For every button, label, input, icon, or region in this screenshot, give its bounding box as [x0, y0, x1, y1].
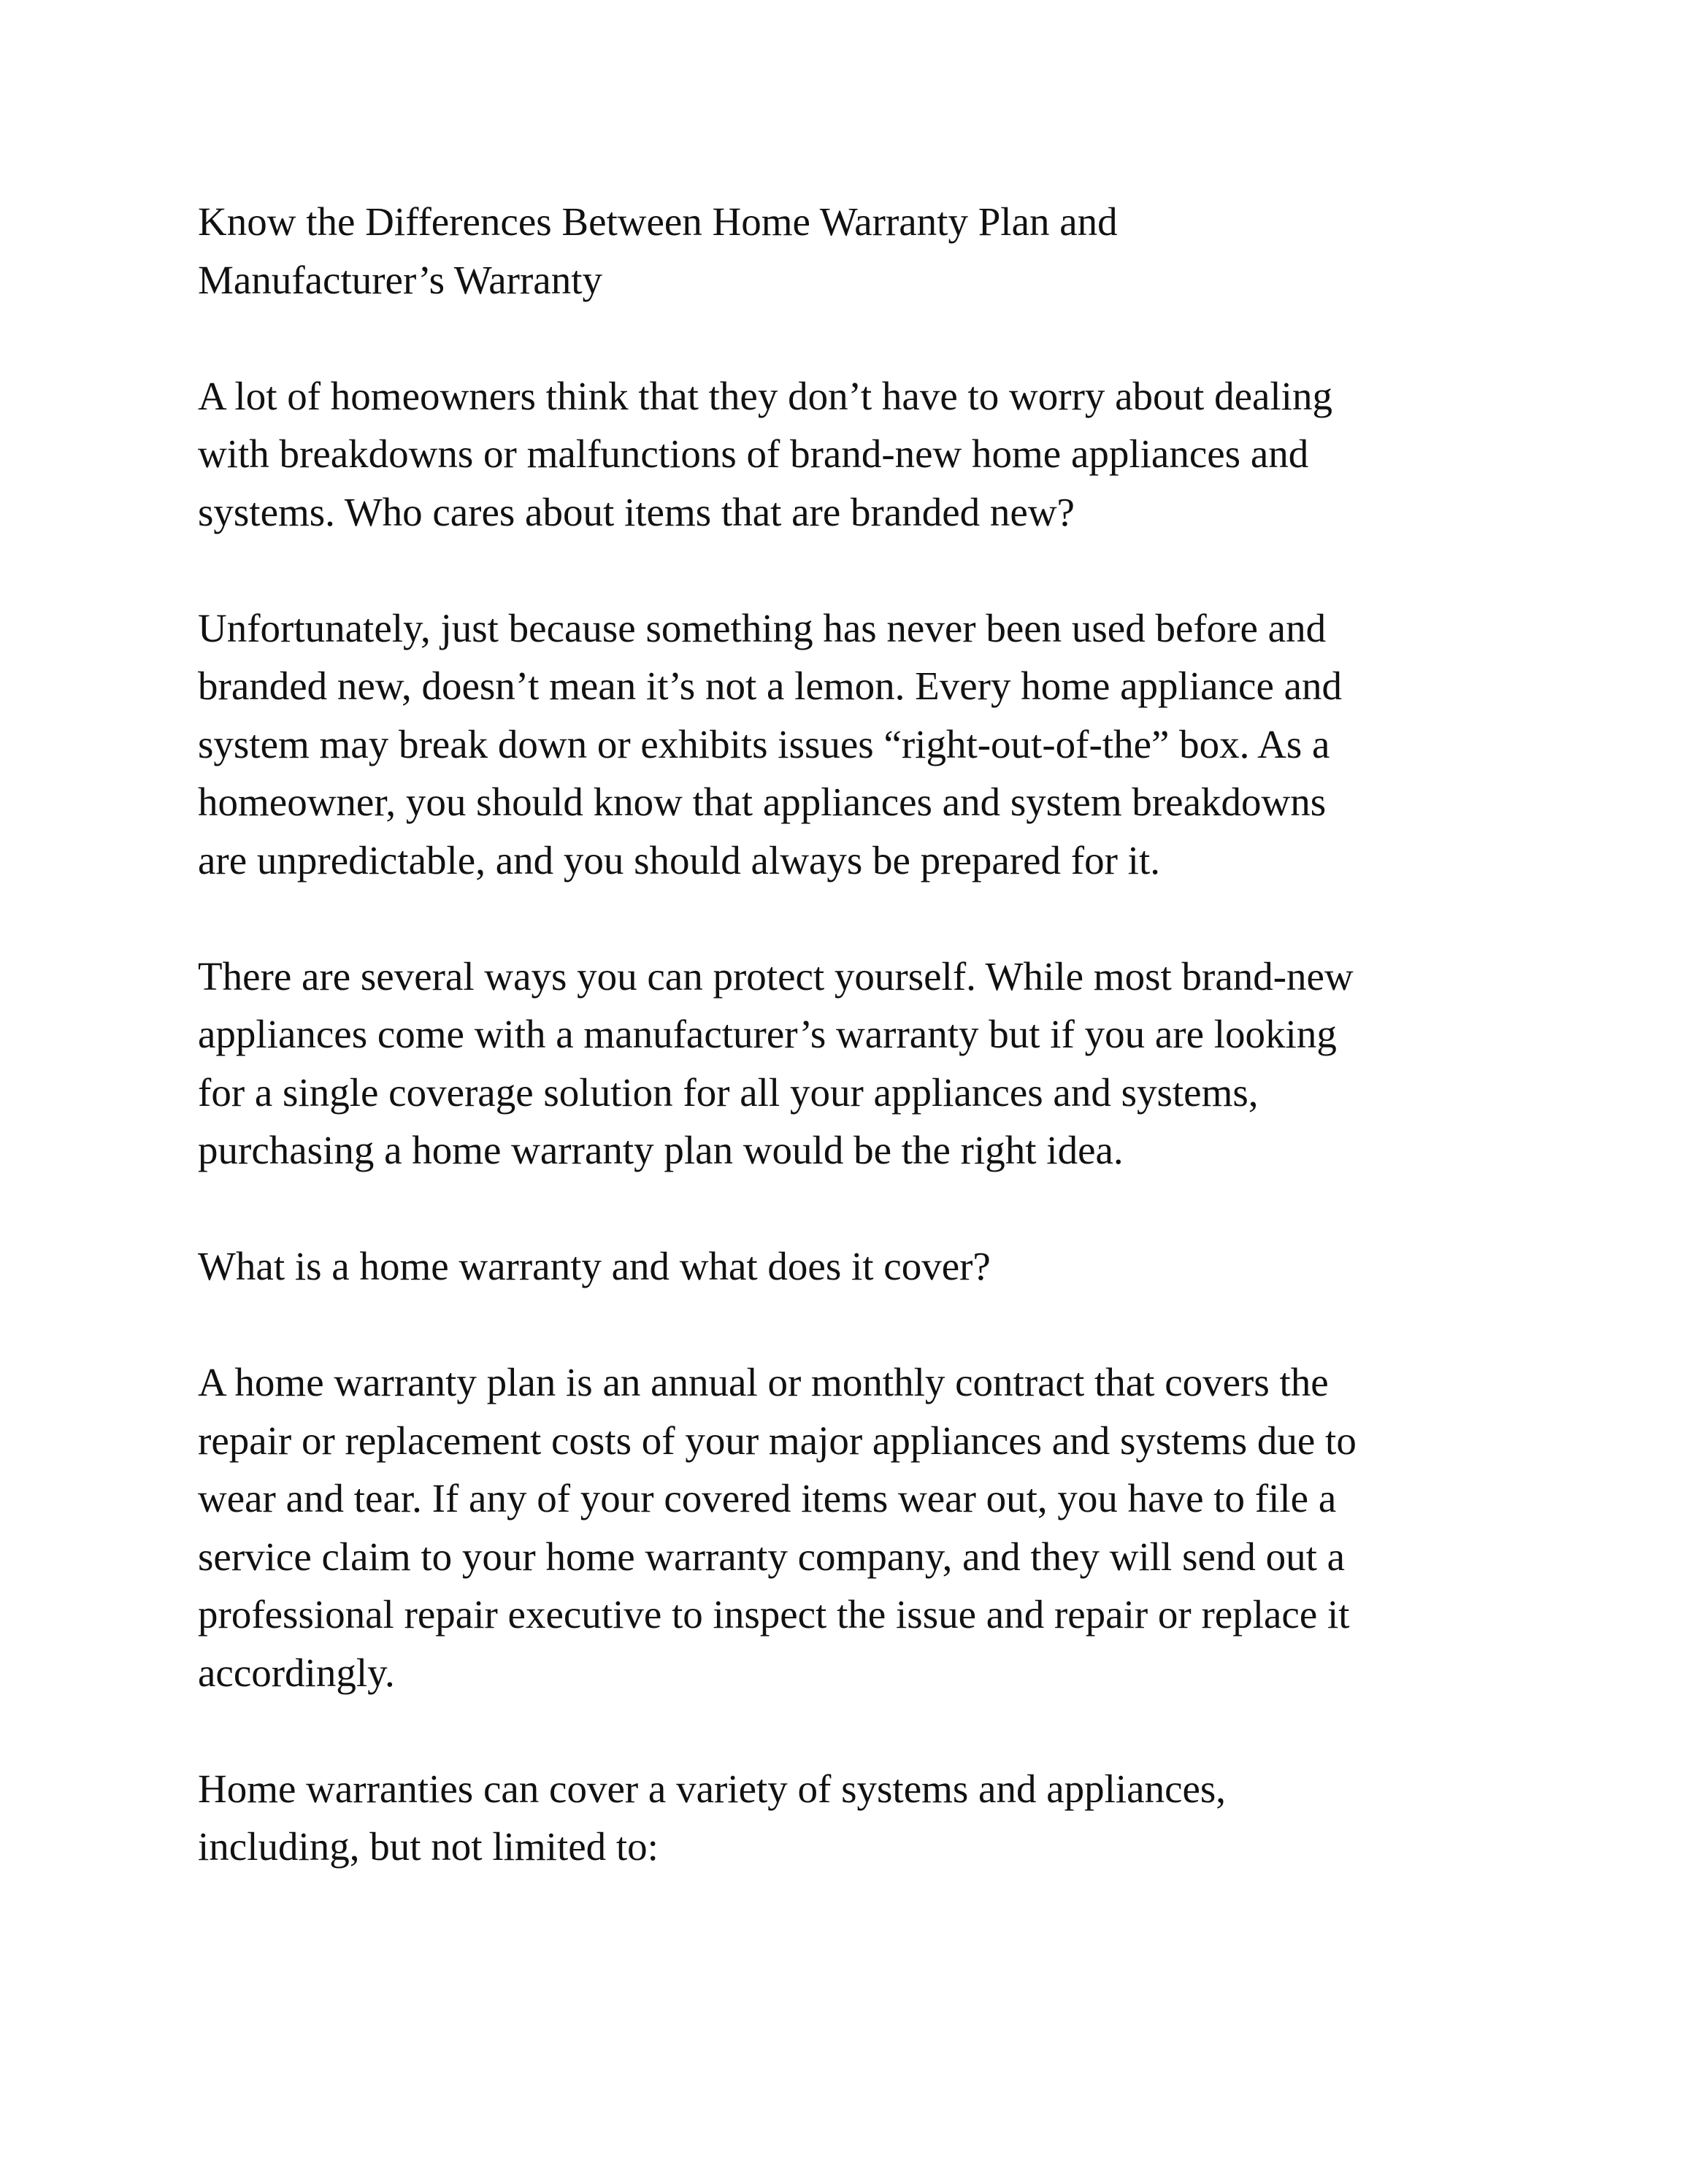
section-question	[198, 1237, 1490, 1296]
text-line: with breakdowns or malfunctions of brand-new home appliances and	[198, 431, 1309, 476]
text-line: wear and tear. If any of your covered items wear out, you have to file a	[198, 1476, 1337, 1520]
text-line: branded new, doesn’t mean it’s not a lemon. Every home appliance and	[198, 664, 1343, 708]
document-body	[198, 193, 1490, 1934]
text-line: for a single coverage solution for all your appliances and systems,	[198, 1069, 1259, 1115]
title-line: Know the Differences Between Home Warranty Plan and	[198, 199, 1118, 244]
text-line: purchasing a home warranty plan would be the right idea.	[198, 1128, 1124, 1172]
text-line: service claim to your home warranty company, and they will send out a	[198, 1534, 1346, 1579]
text-line: professional repair executive to inspect the issue and repair or replace it	[198, 1592, 1350, 1637]
text-line: systems. Who cares about items that are branded new?	[198, 489, 1075, 534]
document-title	[198, 193, 1490, 309]
paragraph-intro	[198, 367, 1490, 542]
text-line: A lot of homeowners think that they don’t have to worry about dealing	[198, 373, 1332, 418]
paragraph-coverage	[198, 1760, 1490, 1876]
text-line: accordingly.	[198, 1650, 395, 1695]
paragraph-definition	[198, 1353, 1490, 1702]
text-line: are unpredictable, and you should always be prepared for it.	[198, 837, 1160, 883]
paragraph-protect	[198, 947, 1490, 1180]
title-line: Manufacturer’s Warranty	[198, 257, 603, 302]
text-line: including, but not limited to:	[198, 1824, 659, 1869]
text-line: homeowner, you should know that appliances and system breakdowns	[198, 780, 1327, 824]
text-line: A home warranty plan is an annual or monthly contract that covers the	[198, 1360, 1329, 1404]
text-line: Home warranties can cover a variety of systems and appliances,	[198, 1766, 1227, 1811]
paragraph-unfortunately	[198, 599, 1490, 890]
text-line: What is a home warranty and what does it cover?	[198, 1244, 991, 1288]
text-line: system may break down or exhibits issues “right-out-of-the” box. As a	[198, 721, 1330, 766]
text-line: Unfortunately, just because something has never been used before and	[198, 605, 1327, 650]
text-line: repair or replacement costs of your major appliances and systems due to	[198, 1418, 1357, 1463]
text-line: There are several ways you can protect yourself. While most brand-new	[198, 953, 1354, 999]
text-line: appliances come with a manufacturer’s warranty but if you are looking	[198, 1012, 1337, 1056]
